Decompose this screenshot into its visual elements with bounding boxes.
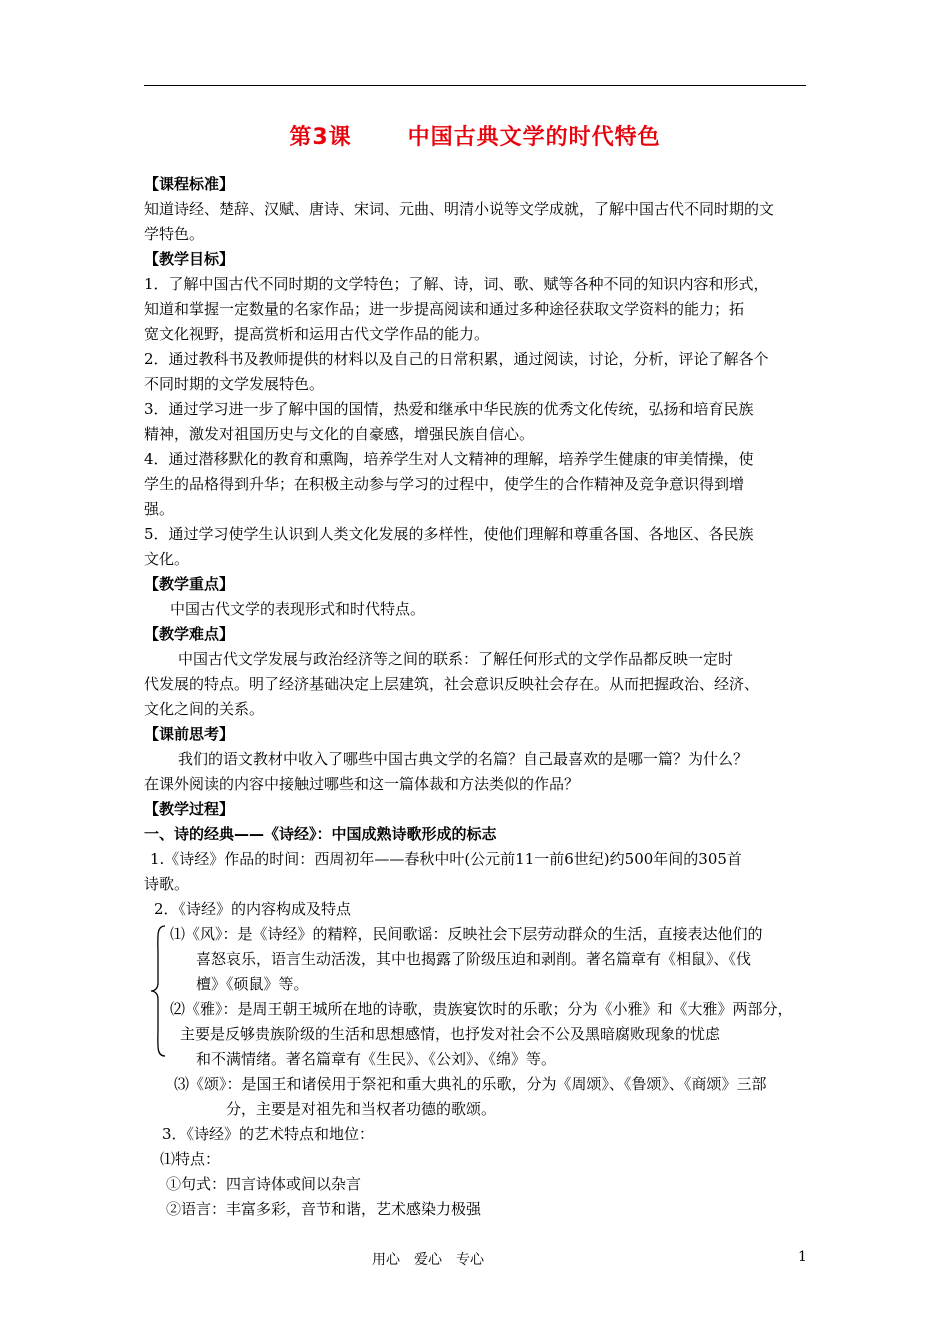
text-line: 知道诗经、楚辞、汉赋、唐诗、宋词、元曲、明清小说等文学成就，了解中国古代不同时期的文	[144, 200, 775, 218]
text-line: 代发展的特点。明了经济基础决定上层建筑，社会意识反映社会存在。从而把握政治、经济、	[144, 675, 760, 693]
text-line: ②语言：丰富多彩，音节和谐，艺术感染力极强	[166, 1200, 482, 1218]
text-line: 1．了解中国古代不同时期的文学特色；了解、诗，词、歌、赋等各种不同的知识内容和形式，	[144, 275, 769, 293]
section-heading: 【课程标准】	[144, 175, 235, 193]
section-heading: 一、诗的经典——《诗经》：中国成熟诗歌形成的标志	[144, 825, 497, 843]
text-line: 和不满情绪。著名篇章有《生民》、《公刘》、《绵》等。	[196, 1050, 557, 1068]
text-line: 诗歌。	[144, 875, 190, 893]
text-line: ⑴特点：	[160, 1150, 221, 1168]
text-line: 不同时期的文学发展特色。	[144, 375, 325, 393]
page-number: 1	[798, 1249, 807, 1265]
section-heading: 【教学难点】	[144, 625, 235, 643]
text-line: 文化之间的关系。	[144, 700, 265, 718]
text-line: ⑴《风》：是《诗经》的精粹，民间歌谣：反映社会下层劳动群众的生活，直接表达他们的	[170, 925, 763, 943]
text-line: 3．通过学习进一步了解中国的国情，热爱和继承中华民族的优秀文化传统，弘扬和培育民族	[144, 400, 754, 418]
section-heading: 【教学过程】	[144, 800, 235, 818]
section-heading: 【课前思考】	[144, 725, 235, 743]
text-line: 1.《诗经》作品的时间：西周初年——春秋中叶(公元前11一前6世纪)约500年间的305首	[150, 850, 742, 868]
header-rule	[144, 85, 806, 86]
text-line: 我们的语文教材中收入了哪些中国古典文学的名篇？自己最喜欢的是哪一篇？为什么？	[178, 750, 749, 768]
text-line: 5．通过学习使学生认识到人类文化发展的多样性，使他们理解和尊重各国、各地区、各民族	[144, 525, 754, 543]
section-heading: 【教学目标】	[144, 250, 235, 268]
text-line: 3．《诗经》的艺术特点和地位：	[162, 1125, 375, 1143]
section-heading: 【教学重点】	[144, 575, 235, 593]
text-line: 2．《诗经》的内容构成及特点	[154, 900, 352, 918]
document-body	[144, 172, 812, 1222]
text-line: ⑶《颂》：是国王和诸侯用于祭祀和重大典礼的乐歌，分为《周颂》、《鲁颂》、《商颂》三部	[174, 1075, 767, 1093]
text-line: 宽文化视野，提高赏析和运用古代文学作品的能力。	[144, 325, 490, 343]
text-line: 强。	[144, 500, 175, 518]
text-line: 2．通过教科书及教师提供的材料以及自己的日常积累，通过阅读，讨论，分析，评论了解各个	[144, 350, 769, 368]
brace-bracket	[150, 925, 166, 1057]
text-line: 4．通过潜移默化的教育和熏陶，培养学生对人文精神的理解，培养学生健康的审美情操，使	[144, 450, 754, 468]
text-line: 知道和掌握一定数量的名家作品；进一步提高阅读和通过多种途径获取文学资料的能力；拓	[144, 300, 745, 318]
text-line: 学生的品格得到升华；在积极主动参与学习的过程中，使学生的合作精神及竞争意识得到增	[144, 475, 745, 493]
text-line: 中国古代文学发展与政治经济等之间的联系：了解任何形式的文学作品都反映一定时	[178, 650, 734, 668]
text-line: 文化。	[144, 550, 190, 568]
text-line: ⑵《雅》：是周王朝王城所在地的诗歌，贵族宴饮时的乐歌；分为《小雅》和《大雅》两部分，	[170, 1000, 793, 1018]
lesson-title: 中国古典文学的时代特色	[407, 125, 661, 150]
text-line: 喜怒哀乐，语言生动活泼，其中也揭露了阶级压迫和剥削。著名篇章有《相鼠》、《伐	[196, 950, 752, 968]
text-line: 在课外阅读的内容中接触过哪些和这一篇体裁和方法类似的作品？	[144, 775, 580, 793]
text-line: 学特色。	[144, 225, 205, 243]
page-title	[0, 120, 950, 151]
text-line: 分，主要是对祖先和当权者功德的歌颂。	[226, 1100, 497, 1118]
lesson-number: 第3课	[289, 125, 352, 150]
footer-motto: 用心 爱心 专心	[372, 1252, 484, 1268]
text-line: 主要是反够贵族阶级的生活和思想感情，也抒发对社会不公及黑暗腐败现象的忧虑	[180, 1025, 721, 1043]
text-line: ①句式：四言诗体或间以杂言	[166, 1175, 362, 1193]
text-line: 檀》《硕鼠》等。	[196, 975, 309, 993]
text-line: 中国古代文学的表现形式和时代特点。	[170, 600, 426, 618]
text-line: 精神，激发对祖国历史与文化的自豪感，增强民族自信心。	[144, 425, 535, 443]
